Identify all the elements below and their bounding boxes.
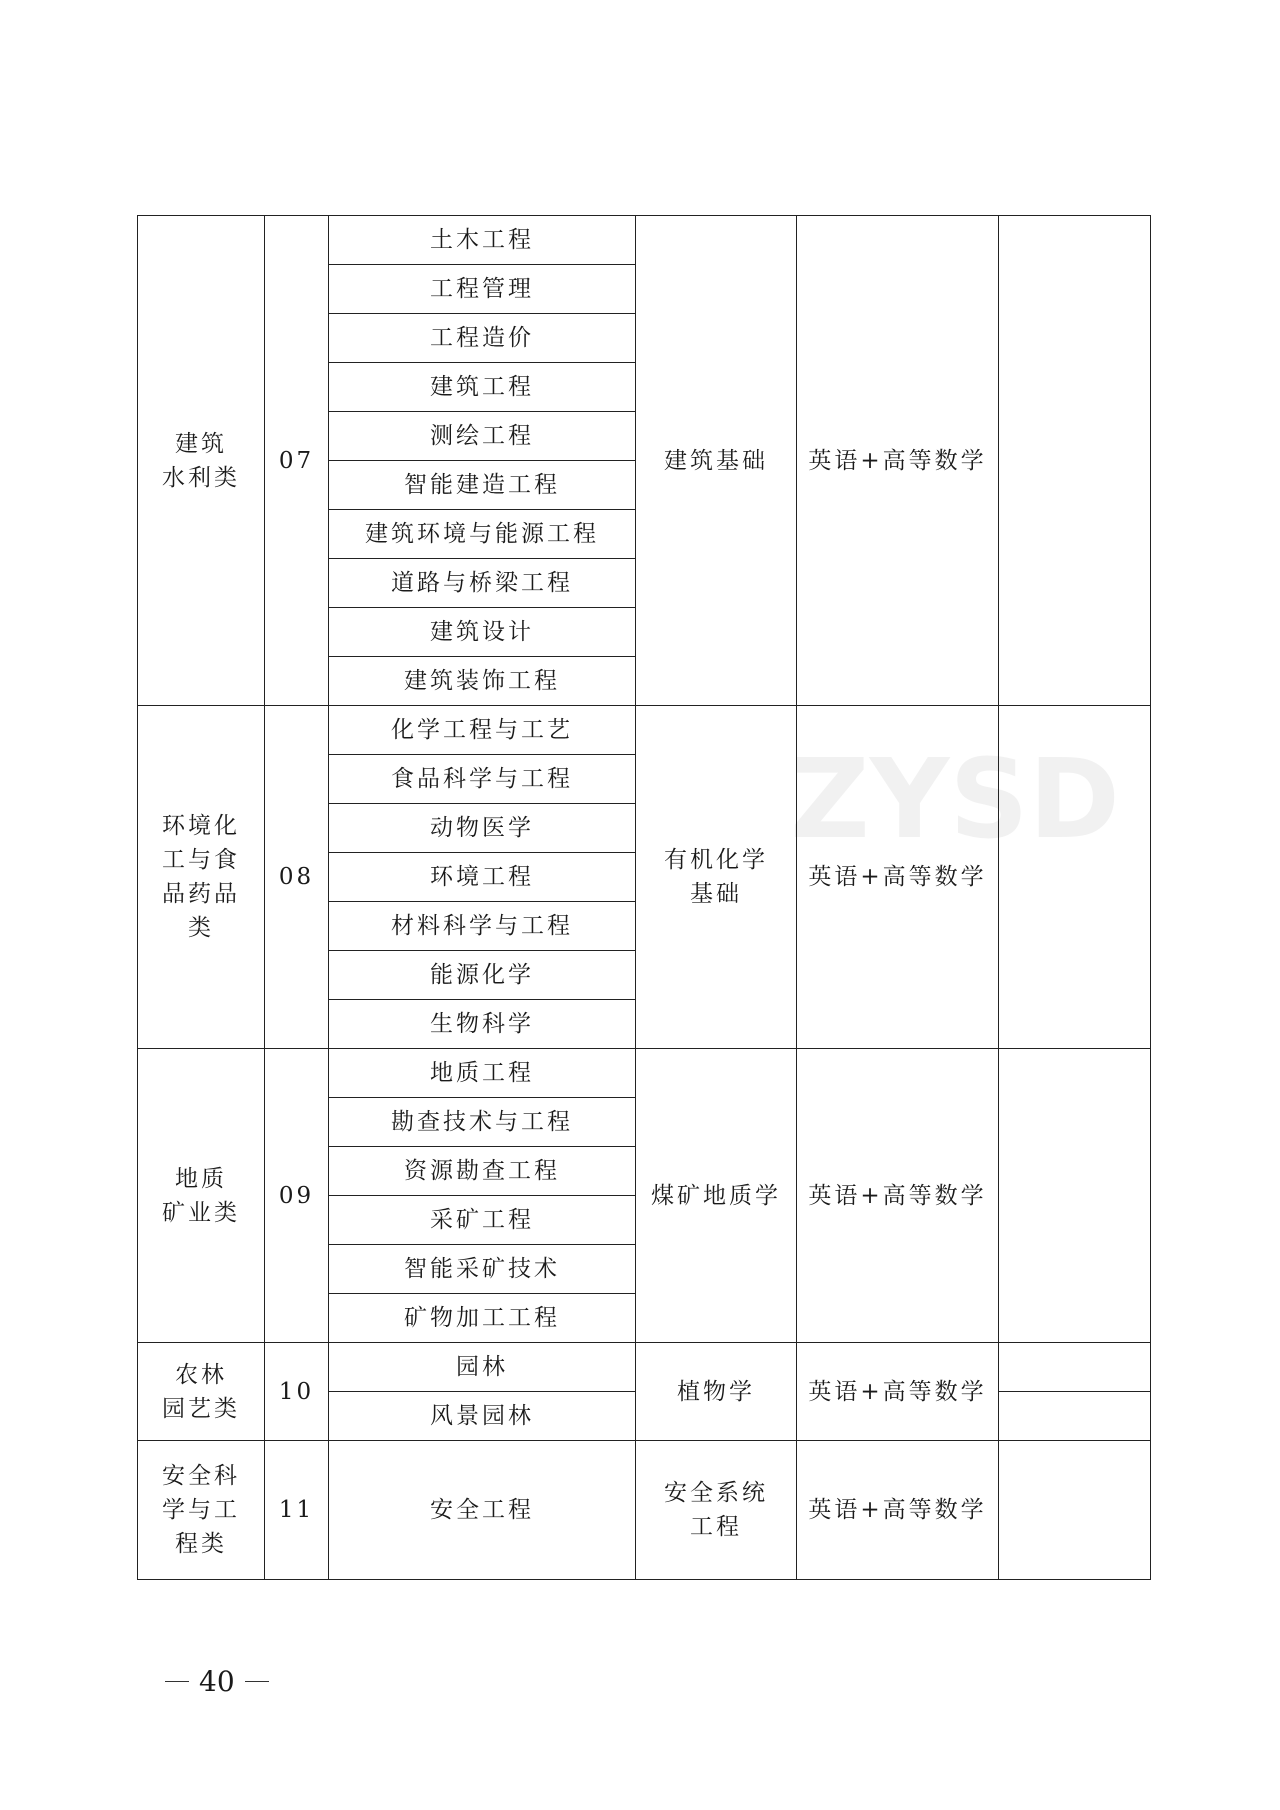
remark-cell [999,1049,1151,1343]
major-cell: 食品科学与工程 [329,755,636,804]
category-cell [138,1343,265,1441]
table-body [138,216,1151,1580]
base-course-cell [636,216,797,706]
major-cell: 勘查技术与工程 [329,1098,636,1147]
major-cell: 园林 [329,1343,636,1392]
category-line: 园艺类 [162,1395,240,1422]
exam-cell: 英语+高等数学 [797,1049,999,1343]
base-course-line: 有机化学 [664,847,768,873]
major-cell: 工程造价 [329,314,636,363]
major-cell: 风景园林 [329,1392,636,1441]
major-cell: 动物医学 [329,804,636,853]
category-line: 学与工 [162,1497,240,1523]
category-cell [138,1441,265,1580]
base-course-line: 植物学 [677,1378,755,1405]
category-line: 程类 [175,1531,227,1557]
category-line: 环境化 [162,813,240,839]
base-course-line: 工程 [690,1514,742,1540]
table-row [138,706,1151,755]
major-cell: 建筑装饰工程 [329,657,636,706]
base-course-line: 安全系统 [664,1480,768,1506]
exam-cell: 英语+高等数学 [797,706,999,1049]
table-row [138,1343,1151,1392]
major-cell: 建筑工程 [329,363,636,412]
remark-cell [999,1343,1151,1392]
major-cell: 道路与桥梁工程 [329,559,636,608]
remark-cell [999,1441,1151,1580]
table-row [138,1441,1151,1580]
major-cell: 建筑设计 [329,608,636,657]
category-line: 地质 [175,1165,227,1192]
major-cell: 能源化学 [329,951,636,1000]
majors-table [137,215,1151,1580]
remark-cell [999,216,1151,706]
major-cell: 安全工程 [329,1441,636,1580]
code-cell: 07 [265,216,329,706]
major-cell: 矿物加工工程 [329,1294,636,1343]
major-cell: 智能建造工程 [329,461,636,510]
major-cell: 生物科学 [329,1000,636,1049]
page-number: 40 [199,1665,235,1698]
category-cell [138,216,265,706]
exam-cell: 英语+高等数学 [797,216,999,706]
category-line: 矿业类 [162,1199,240,1226]
category-cell [138,1049,265,1343]
category-line: 水利类 [162,464,240,491]
category-line: 品药品 [162,881,240,907]
exam-cell: 英语+高等数学 [797,1441,999,1580]
major-cell: 环境工程 [329,853,636,902]
category-line: 农林 [175,1361,227,1388]
table-row [138,1049,1151,1098]
code-cell: 10 [265,1343,329,1441]
major-cell: 资源勘查工程 [329,1147,636,1196]
base-course-line: 煤矿地质学 [651,1182,781,1209]
table-row [138,216,1151,265]
category-cell [138,706,265,1049]
major-cell: 土木工程 [329,216,636,265]
base-course-line: 基础 [690,881,742,907]
major-cell: 建筑环境与能源工程 [329,510,636,559]
major-cell: 智能采矿技术 [329,1245,636,1294]
footer-dash-right [245,1681,269,1683]
category-line: 建筑 [175,430,227,457]
base-course-line: 建筑基础 [664,447,768,474]
base-course-cell [636,1343,797,1441]
footer-dash-left [165,1681,189,1683]
remark-cell [999,706,1151,1049]
code-cell: 09 [265,1049,329,1343]
exam-cell: 英语+高等数学 [797,1343,999,1441]
major-cell: 采矿工程 [329,1196,636,1245]
base-course-cell [636,1441,797,1580]
major-cell: 材料科学与工程 [329,902,636,951]
category-line: 安全科 [162,1463,240,1489]
major-cell: 测绘工程 [329,412,636,461]
code-cell: 08 [265,706,329,1049]
code-cell: 11 [265,1441,329,1580]
major-cell: 地质工程 [329,1049,636,1098]
category-line: 工与食 [162,847,240,873]
base-course-cell [636,1049,797,1343]
base-course-cell [636,706,797,1049]
major-cell: 化学工程与工艺 [329,706,636,755]
remark-cell [999,1392,1151,1441]
page-footer [165,1665,269,1698]
major-cell: 工程管理 [329,265,636,314]
category-line: 类 [188,915,214,941]
watermark-text: ZYSD [790,735,1120,863]
